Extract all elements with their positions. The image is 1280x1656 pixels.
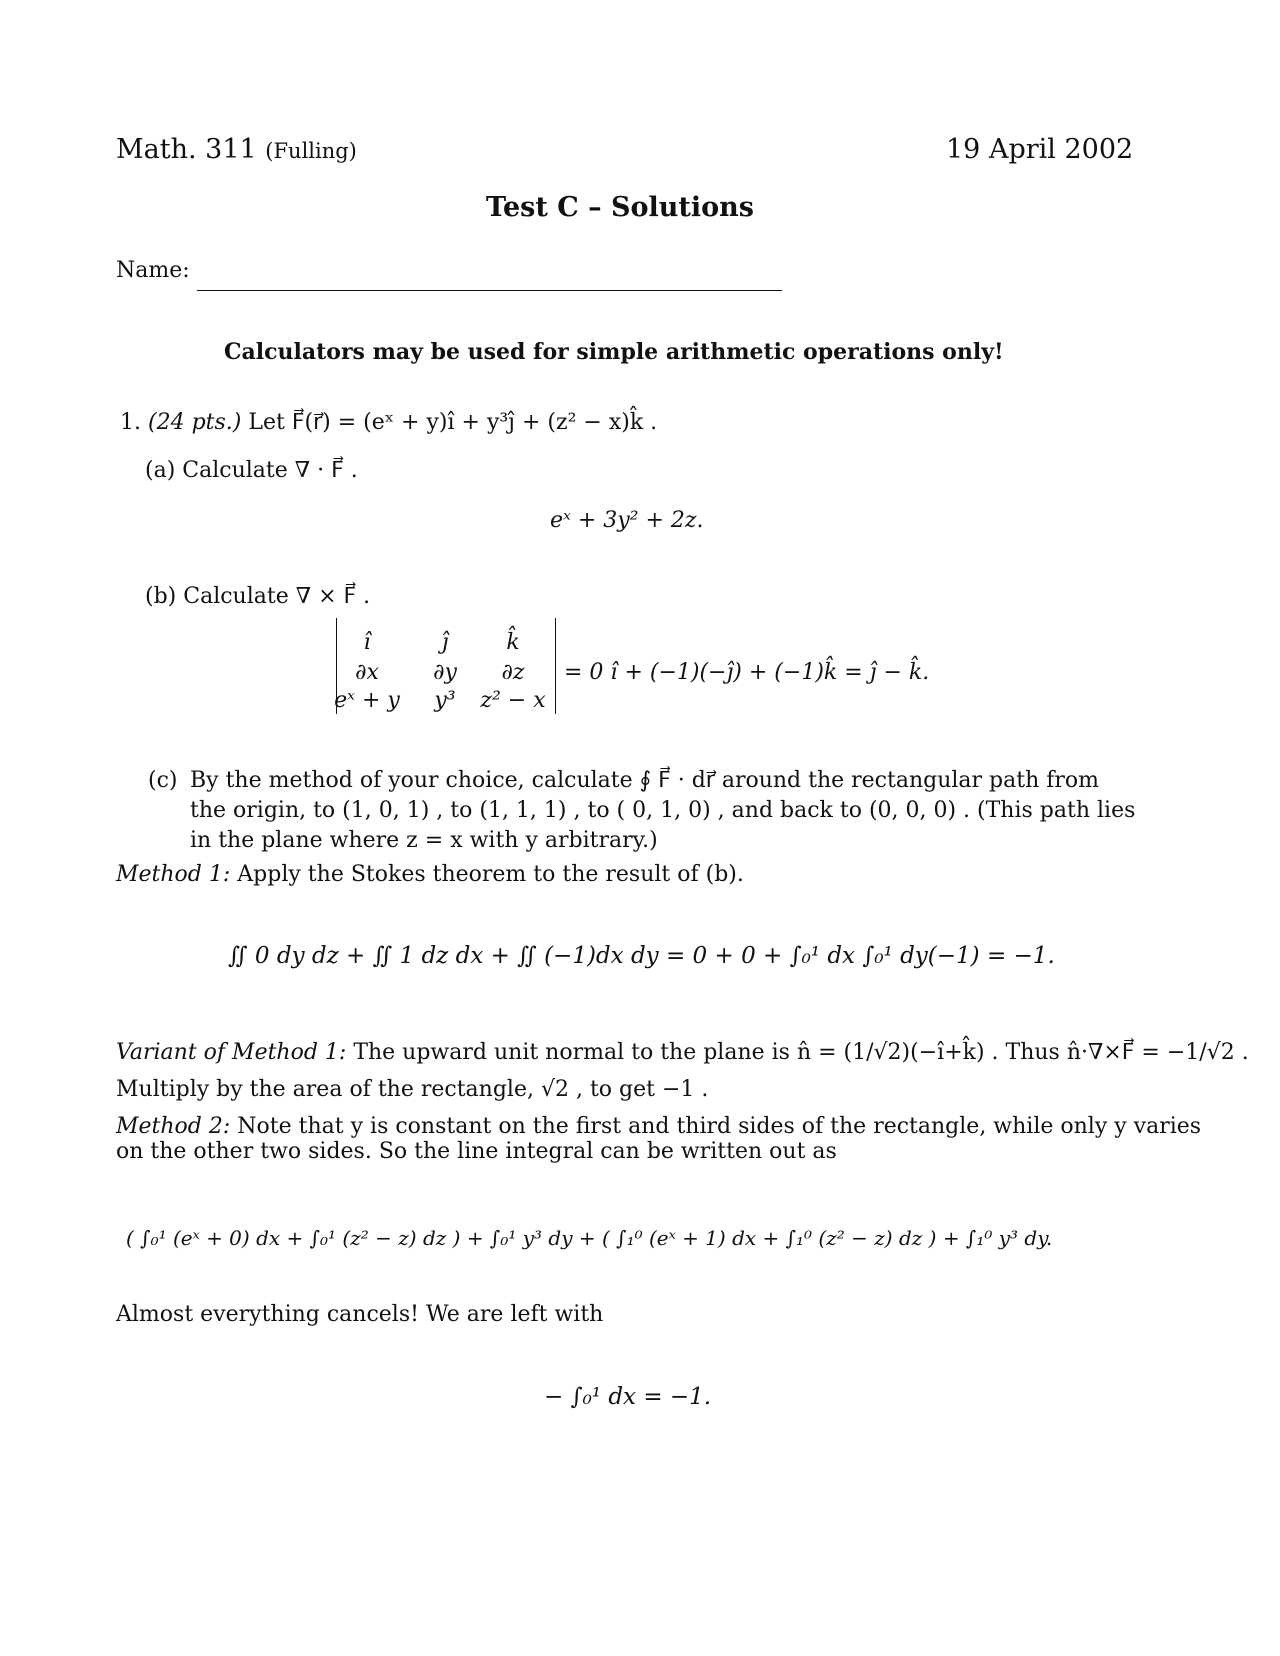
part-b-label: (b) [145,584,177,609]
method-2-equation: ( ∫₀¹ (eˣ + 0) dx + ∫₀¹ (z² − z) dz ) + ∫₀¹ y³ dy + ( ∫₁⁰ (eˣ + 1) dx + ∫₁⁰ (z² − z) dz ) + ∫₁⁰ y³ dy. [126,1226,1053,1250]
page-title: Test C – Solutions [486,192,754,223]
matrix-cell-ex-plus-y: eˣ + y [334,688,400,713]
part-a-label: (a) [145,458,176,483]
variant-text: The upward unit normal to the plane is n̂ = (1/√2)(−î+k̂) . Thus n̂·∇×F⃗ = −1/√2 . [353,1040,1249,1065]
method-1-equation: ∬ 0 dy dz + ∬ 1 dz dx + ∬ (−1)dx dy = 0 + 0 + ∫₀¹ dx ∫₀¹ dy(−1) = −1. [228,943,1055,969]
matrix-cell-dx: ∂x [355,660,379,685]
part-b-prompt [145,584,370,609]
calculator-notice: Calculators may be used for simple arithmetic operations only! [224,339,1004,365]
method-1 [116,862,744,887]
method-1-label: Method 1: [116,862,231,887]
problem-field: Let F⃗(r⃗) = (eˣ + y)î + y³ĵ + (z² − x)k̂ . [248,410,658,435]
curl-result: = 0 î + (−1)(−ĵ) + (−1)k̂ = ĵ − k̂. [564,660,930,685]
problem-1-statement [120,410,657,435]
part-c-line-2: the origin, to (1, 0, 1) , to (1, 1, 1) , to ( 0, 1, 0) , and back to (0, 0, 0) . (This path lies [190,798,1136,823]
part-c-line-1: By the method of your choice, calculate ∮ F⃗ · dr⃗ around the rectangular path from [190,768,1100,793]
matrix-cell-k: k̂ [506,630,520,655]
part-c-line-3: in the plane where z = x with y arbitrary.) [190,828,658,853]
method-2-line-2: on the other two sides. So the line integral can be written out as [116,1139,837,1164]
part-a-answer: eˣ + 3y² + 2z. [550,508,704,533]
matrix-cell-z2-minus-x: z² − x [480,688,546,713]
matrix-cell-dz: ∂z [501,660,525,685]
name-line [197,290,782,291]
course-number: Math. 311 [116,134,257,165]
variant-line-1 [116,1040,1249,1065]
matrix-cell-y3: y³ [434,688,456,713]
exam-date: 19 April 2002 [946,134,1134,165]
instructor: (Fulling) [265,139,357,163]
matrix-cell-j: ĵ [441,630,449,655]
method-2-label: Method 2: [116,1114,231,1139]
name-label: Name: [116,258,190,283]
part-a-prompt [145,458,358,483]
part-a-text: Calculate ∇ · F⃗ . [182,458,358,483]
variant-label: Variant of Method 1: [116,1040,347,1065]
variant-line-2: Multiply by the area of the rectangle, √2 , to get −1 . [116,1077,709,1102]
part-c-label: (c) [148,768,178,793]
matrix-cell-dy: ∂y [433,660,457,685]
method-1-text: Apply the Stokes theorem to the result of (b). [237,862,744,887]
method-2-line-1 [116,1114,1201,1139]
cancel-remark: Almost everything cancels! We are left with [116,1302,604,1327]
method-2-text: Note that y is constant on the first and third sides of the rectangle, while only y varies [237,1114,1202,1139]
course-title [116,134,357,165]
problem-points: (24 pts.) [148,410,242,435]
problem-number: 1. [120,410,141,435]
final-answer: − ∫₀¹ dx = −1. [544,1384,712,1410]
matrix-cell-i: î [363,630,371,655]
part-b-text: Calculate ∇ × F⃗ . [183,584,371,609]
